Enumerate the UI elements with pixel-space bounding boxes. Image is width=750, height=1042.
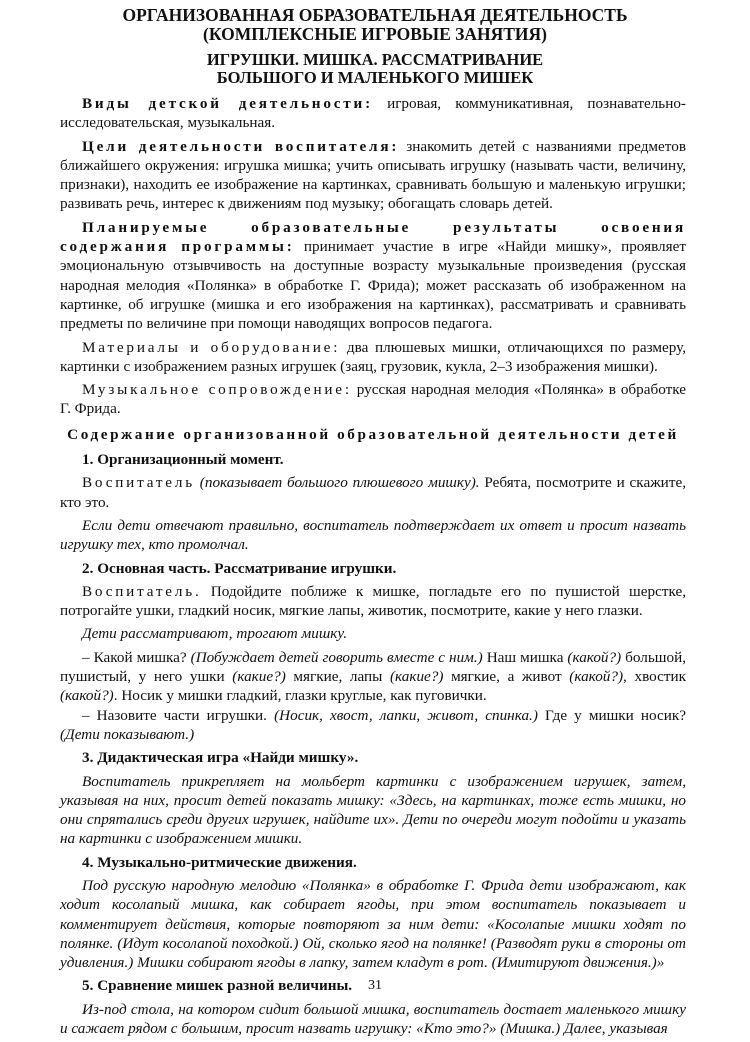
- spaced-label-text: Материалы и оборудование:: [82, 338, 341, 356]
- paragraph: [60, 1000, 686, 1039]
- text: Где у мишки носик?: [537, 706, 686, 724]
- lesson-title-line: БОЛЬШОГО И МАЛЕНЬКОГО МИШЕК: [216, 68, 534, 87]
- text: русская народная мелодия «Полянка» в обработке Г. Фрида.: [60, 381, 686, 418]
- italic-text: (какой?): [567, 648, 622, 666]
- paragraph: [60, 338, 686, 377]
- text: Ребята, посмотрите и скажите, кто это.: [60, 474, 686, 511]
- subsection-heading: [60, 853, 686, 872]
- page-number: 31: [368, 978, 382, 993]
- text: мягкие, а живот: [443, 668, 570, 686]
- spaced-label-text: Музыкальное сопровождение:: [82, 381, 352, 399]
- italic-text: Воспитатель прикрепляет на мольберт картинки с изображением игрушек, затем, указывая на них, просит детей показать мишку: «Здесь, на картинках, тоже есть мишки, но они спрятались среди других игрушек, найдите их». Дети по очереди могут подойти и указать на картинки с изображением мишки.: [60, 772, 686, 848]
- paragraph: [60, 624, 686, 643]
- text: игровая, коммуникативная, познавательно-исследовательская, музыкальная.: [60, 95, 686, 132]
- document-body: [60, 94, 686, 1042]
- text: 4. Музыкально-ритмические движения.: [82, 853, 357, 871]
- text: два плюшевых мишки, отличающихся по размеру, картинки с изображением разных игрушек (заяц, грузовик, кукла, 2–3 изображения мишки).: [60, 338, 686, 375]
- spaced-label-text: Воспитатель.: [82, 582, 202, 600]
- text: Наш мишка: [482, 648, 568, 666]
- italic-text: (какой?): [60, 687, 114, 705]
- label-text: Планируемые образовательные результаты освоения содержания программы:: [60, 218, 686, 256]
- text: , хвостик: [623, 668, 686, 686]
- text: мягкие, лапы: [285, 668, 390, 686]
- italic-text: Под русскую народную мелодию «Полянка» в обработке Г. Фрида дети изображают, как ходит косолапый мишка, как собирает ягоды, при этом воспитатель показывает и комментирует действия, которые повторяют за ним дети: «Косолапые мишки ходят по полянке. (Идут косолапой походкой.) Ой, сколько ягод на полянке! (Разводят руки в стороны от удивления.) Мишки собирают ягоды в лапку, затем кладут в рот. (Имитируют движения.)»: [60, 876, 686, 972]
- text: . Носик у мишки гладкий, глазки круглые, как пуговички.: [113, 687, 487, 705]
- text: 5. Сравнение мишек разной величины.: [82, 977, 353, 995]
- italic-text: Если дети отвечают правильно, воспитатель подтверждает их ответ и просит назвать игрушку тех, кто промолчал.: [60, 516, 686, 554]
- italic-text: (Носик, хвост, лапки, живот, спинка.): [274, 706, 538, 724]
- italic-text: (Дети показывают.): [60, 725, 195, 743]
- label-text: Цели деятельности воспитателя:: [82, 137, 400, 155]
- paragraph: [60, 582, 686, 621]
- paragraph: [60, 137, 686, 214]
- text: 2. Основная часть. Рассматривание игрушки.: [82, 559, 397, 577]
- paragraph: [60, 380, 686, 419]
- paragraph: [60, 772, 686, 849]
- italic-text: (Побуждает детей говорить вместе с ним.): [190, 648, 483, 666]
- paragraph: [60, 706, 686, 745]
- italic-text: Из-под стола, на котором сидит большой мишка, воспитатель достает маленького мишку и сажает рядом с большим, просит назвать игрушку: «Кто это?» (Мишка.) Далее, указывая: [60, 1000, 686, 1038]
- section-heading: [60, 425, 686, 444]
- subsection-heading: [60, 748, 686, 767]
- paragraph: [60, 648, 686, 706]
- paragraph: [60, 94, 686, 133]
- paragraph: [60, 516, 686, 555]
- italic-text: (показывает большого плюшевого мишку).: [194, 474, 480, 492]
- text: – Какой мишка?: [82, 648, 191, 666]
- lesson-title-line: ИГРУШКИ. МИШКА. РАССМАТРИВАНИЕ: [206, 50, 544, 69]
- text: 3. Дидактическая игра «Найди мишку».: [82, 749, 359, 767]
- text: принимает участие в игре «Найди мишку», проявляет эмоциональную отзывчивость на доступные возрасту музыкальные произведения (русская народная мелодия «Полянка» в обработке Г. Фрида); может рассказать об изображенном на картинке, об игрушке (мишка и его изображения на картинках), рассматривать и сравнивать предметы по величине при помощи наводящих вопросов педагога.: [60, 238, 686, 333]
- italic-text: (какие?): [389, 668, 444, 686]
- label-text: Виды детской деятельности:: [82, 95, 373, 112]
- title-block: [60, 6, 690, 87]
- text: Содержание организованной образовательной деятельности детей: [67, 425, 679, 443]
- paragraph: [60, 218, 686, 334]
- italic-text: (какой?): [569, 668, 624, 686]
- text: Подойдите поближе к мишке, погладьте его по пушистой шерстке, потрогайте ушки, гладкий носик, мягкие лапы, животик, посмотрите, какие у него глазки.: [60, 582, 686, 620]
- main-title-line: ОРГАНИЗОВАННАЯ ОБРАЗОВАТЕЛЬНАЯ ДЕЯТЕЛЬНОСТЬ: [122, 5, 628, 25]
- main-title-line: (КОМПЛЕКСНЫЕ ИГРОВЫЕ ЗАНЯТИЯ): [203, 24, 547, 44]
- paragraph: [60, 876, 686, 972]
- text: большой, пушистый, у него ушки: [60, 648, 687, 686]
- spaced-label-text: Воспитатель: [82, 474, 195, 492]
- italic-text: Дети рассматривают, трогают мишку.: [82, 625, 347, 643]
- text: 1. Организационный момент.: [82, 451, 284, 469]
- text: – Назовите части игрушки.: [82, 706, 275, 724]
- subsection-heading: [60, 559, 686, 578]
- italic-text: (какие?): [232, 668, 286, 686]
- subsection-heading: [60, 450, 686, 469]
- text: знакомить детей с названиями предметов ближайшего окружения: игрушка мишка; учить описывать игрушку (называть части, величину, признаки), находить ее изображение на картинках, сравнивать большую и маленькую игрушки; развивать речь, интерес к движениям под музыку; обогащать словарь детей.: [60, 137, 686, 213]
- paragraph: [60, 473, 686, 512]
